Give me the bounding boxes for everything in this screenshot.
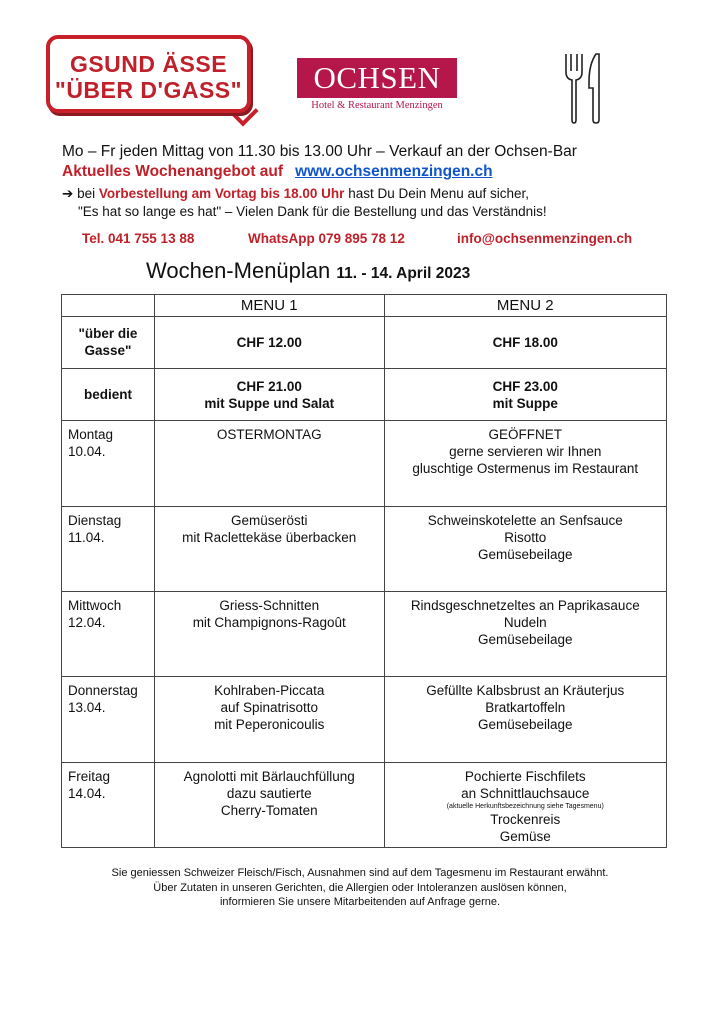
day-cell xyxy=(62,592,155,677)
price-text: CHF 18.00 xyxy=(492,334,558,350)
ochsen-logo xyxy=(297,58,457,98)
sign-line-2: "ÜBER D'GASS" xyxy=(54,77,243,103)
dish-line: an Schnittlauchsauce xyxy=(461,785,590,801)
dish-line: Cherry-Tomaten xyxy=(220,802,318,818)
page-title xyxy=(146,258,470,284)
gsund-aesse-sign-logo xyxy=(46,35,251,113)
menu-2-cell xyxy=(384,592,666,677)
day-date: 12.04. xyxy=(68,615,106,631)
dish-line: Agnolotti mit Bärlauchfüllung xyxy=(183,768,355,784)
preorder-pre: bei xyxy=(77,186,96,201)
plan-dates: 11. - 14. April 2023 xyxy=(336,265,471,282)
price-row-served xyxy=(62,369,667,421)
dish-line: Bratkartoffeln xyxy=(485,700,566,716)
day-name: Mittwoch xyxy=(68,598,122,614)
thanks-line: "Es hat so lange es hat" – Vielen Dank für die Bestellung und das Verständnis! xyxy=(78,204,547,219)
menu-1-cell xyxy=(154,421,384,506)
dish-line: GEÖFFNET xyxy=(488,427,562,443)
logo-subtitle: Hotel & Restaurant Menzingen xyxy=(311,100,443,111)
preorder-line xyxy=(62,186,529,202)
origin-note: (aktuelle Herkunftsbezeichnung siehe Tagesmenu) xyxy=(446,802,604,810)
menu-2-cell xyxy=(384,762,666,847)
header-menu-1: MENU 1 xyxy=(154,295,384,317)
price-text: CHF 21.00 xyxy=(236,378,302,394)
sign-line-1: GSUND ÄSSE xyxy=(69,51,228,77)
menu-1-cell xyxy=(154,592,384,677)
dish-line: Pochierte Fischfilets xyxy=(464,768,586,784)
footer-line: informieren Sie unsere Mitarbeitenden auf Anfrage gerne. xyxy=(219,896,501,908)
table-row xyxy=(62,421,667,506)
price-menu-1 xyxy=(154,369,384,421)
footer-note xyxy=(60,866,660,910)
menu-1-cell xyxy=(154,762,384,847)
menu-2-cell xyxy=(384,506,666,591)
dish-line: dazu sautierte xyxy=(226,785,312,801)
preorder-highlight: Vorbestellung am Vortag bis 18.00 Uhr xyxy=(98,186,345,201)
day-name: Montag xyxy=(68,427,114,443)
menu-2-cell xyxy=(384,421,666,506)
dish-line: mit Champignons-Ragoût xyxy=(192,615,346,631)
logo-name: OCHSEN xyxy=(313,60,441,95)
price-menu-1 xyxy=(154,316,384,368)
dish-line: Gemüse xyxy=(499,828,551,844)
day-name: Freitag xyxy=(68,768,111,784)
price-label: bedient xyxy=(62,369,155,421)
opening-hours: Mo – Fr jeden Mittag von 11.30 bis 13.00 Uhr – Verkauf an der Ochsen-Bar xyxy=(62,143,577,160)
day-cell xyxy=(62,762,155,847)
footer-line: Sie geniessen Schweizer Fleisch/Fisch, Ausnahmen sind auf dem Tagesmenu im Restaurant erwähnt. xyxy=(111,867,609,879)
table-row xyxy=(62,677,667,762)
dish-line: Nudeln xyxy=(503,615,547,631)
day-cell xyxy=(62,506,155,591)
dish-line: Gefüllte Kalbsbrust an Kräuterjus xyxy=(426,683,625,699)
price-menu-2 xyxy=(384,316,666,368)
table-header-row xyxy=(62,295,667,317)
website-link[interactable]: www.ochsenmenzingen.ch xyxy=(295,163,493,180)
right-arrow-icon: ➔ xyxy=(62,186,74,201)
dish-line: Rindsgeschnetzeltes an Paprikasauce xyxy=(410,598,640,614)
dish-line: Griess-Schnitten xyxy=(219,598,320,614)
email-address[interactable]: info@ochsenmenzingen.ch xyxy=(457,231,633,246)
menu-1-cell xyxy=(154,677,384,762)
dish-line: gluschtige Ostermenus im Restaurant xyxy=(412,461,639,477)
dish-line: Gemüsebeilage xyxy=(477,546,573,562)
price-note: mit Suppe xyxy=(492,395,558,411)
offer-label: Aktuelles Wochenangebot auf xyxy=(62,163,284,180)
price-row-takeaway xyxy=(62,316,667,368)
dish-line: Trockenreis xyxy=(490,811,561,827)
table-row xyxy=(62,506,667,591)
header-cell-empty xyxy=(62,295,155,317)
table-row xyxy=(62,592,667,677)
day-date: 10.04. xyxy=(68,444,106,460)
menu-2-cell xyxy=(384,677,666,762)
price-text: CHF 12.00 xyxy=(236,334,302,350)
dish-line: Kohlraben-Piccata xyxy=(214,683,325,699)
day-name: Dienstag xyxy=(68,512,122,528)
day-date: 13.04. xyxy=(68,700,106,716)
dish-line: Gemüserösti xyxy=(230,512,308,528)
whatsapp-number[interactable]: WhatsApp 079 895 78 12 xyxy=(248,231,405,246)
dish-line: gerne servieren wir Ihnen xyxy=(449,444,602,460)
header-menu-2: MENU 2 xyxy=(384,295,666,317)
table-row xyxy=(62,762,667,847)
dish-line: OSTERMONTAG xyxy=(216,427,322,443)
day-cell xyxy=(62,677,155,762)
price-label: "über die Gasse" xyxy=(62,316,155,368)
price-text: CHF 23.00 xyxy=(492,378,558,394)
day-cell xyxy=(62,421,155,506)
dish-line: mit Raclettekäse überbacken xyxy=(182,529,357,545)
day-name: Donnerstag xyxy=(68,683,138,699)
phone-number[interactable]: Tel. 041 755 13 88 xyxy=(82,231,195,246)
dish-line: Gemüsebeilage xyxy=(477,632,573,648)
day-date: 14.04. xyxy=(68,785,106,801)
menu-1-cell xyxy=(154,506,384,591)
menu-table xyxy=(61,294,667,848)
day-date: 11.04. xyxy=(68,529,105,545)
fork-knife-icon xyxy=(562,52,606,124)
price-note: mit Suppe und Salat xyxy=(204,395,335,411)
dish-line: Risotto xyxy=(504,529,547,545)
price-menu-2 xyxy=(384,369,666,421)
dish-line: Schweinskotelette an Senfsauce xyxy=(427,512,623,528)
dish-line: mit Peperonicoulis xyxy=(214,717,325,733)
weekly-offer-line xyxy=(62,163,493,181)
dish-line: Gemüsebeilage xyxy=(477,717,573,733)
preorder-post: hast Du Dein Menu auf sicher, xyxy=(348,186,530,201)
footer-line: Über Zutaten in unseren Gerichten, die Allergien oder Intoleranzen auslösen können, xyxy=(153,881,567,894)
dish-line: auf Spinatrisotto xyxy=(220,700,318,716)
plan-title: Wochen-Menüplan xyxy=(146,258,331,283)
